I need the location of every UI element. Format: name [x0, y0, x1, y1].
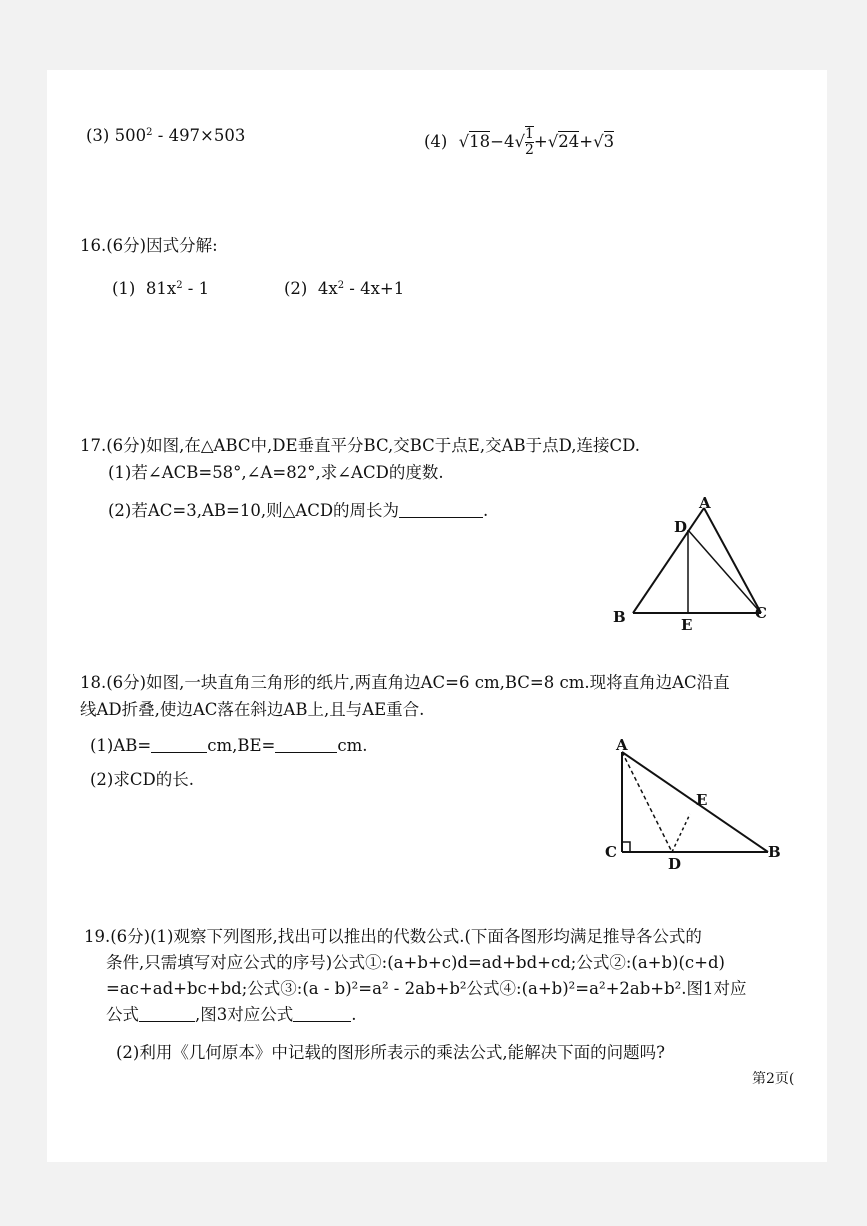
label-A: A	[699, 494, 711, 512]
segment-ba	[633, 508, 704, 613]
q17-line3: (2)若AC=3,AB=10,则△ACD的周长为 .	[108, 501, 489, 520]
q18-line1: 18.(6分)如图,一块直角三角形的纸片,两直角边AC=6 cm,BC=8 cm.现将直角边AC沿直	[80, 673, 730, 692]
q19-line5: (2)利用《几何原本》中记载的图形所表示的乘法公式,能解决下面的问题吗?	[116, 1043, 665, 1062]
segment-de	[672, 814, 690, 852]
segment-ab	[622, 752, 768, 852]
label-A: A	[616, 738, 628, 754]
q18-be-blank[interactable]	[275, 738, 337, 753]
q16-part2: (2) $4x^2 - 4x+1$	[284, 279, 405, 298]
fold-line-ad	[622, 752, 672, 852]
q17-answer-blank[interactable]	[399, 503, 483, 518]
q18-line2: 线AD折叠,使边AC落在斜边AB上,且与AE重合.	[80, 700, 425, 719]
q19-fig3-blank[interactable]	[293, 1007, 351, 1022]
q18-line3: (1)AB= cm,BE= cm.	[90, 736, 368, 755]
q17-line2: (1)若∠ACB=58°,∠A=82°,求∠ACD的度数.	[108, 463, 444, 482]
q19-line3: =ac+ad+bc+bd;公式③:(a - b)²=a² - 2ab+b²公式④:(a+b)²=a²+2ab+b².图1对应	[106, 979, 747, 998]
label-E: E	[696, 791, 708, 809]
label-E: E	[681, 616, 693, 634]
q19-line4: 公式 ,图3对应公式 .	[106, 1005, 357, 1024]
label-D: D	[674, 518, 688, 536]
q15-part4: (4) √18−4√ $\frac{1}{2}$ +√24+√3	[424, 126, 615, 159]
segment-ac	[704, 508, 761, 613]
q18-line4: (2)求CD的长.	[90, 770, 194, 789]
q17-figure	[600, 494, 790, 634]
label-D: D	[668, 855, 682, 873]
label-C: C	[755, 604, 767, 622]
q15-part3: (3) $500^2 - 497\times 503$	[86, 126, 246, 145]
right-angle-mark	[622, 842, 630, 852]
label-C: C	[605, 843, 617, 861]
page-number: 第2页(	[752, 1071, 795, 1087]
q19-fig1-blank[interactable]	[139, 1007, 195, 1022]
q19-line2: 条件,只需填写对应公式的序号)公式①:(a+b+c)d=ad+bd+cd;公式②:(a+b)(c+d)	[106, 953, 725, 972]
label-B: B	[768, 843, 781, 861]
label-B: B	[613, 608, 626, 626]
q16-title: 16.(6分)因式分解:	[80, 236, 218, 255]
q16-part1: (1) $81x^2 - 1$	[112, 279, 210, 298]
segment-dc	[688, 530, 761, 613]
q17-line1: 17.(6分)如图,在△ABC中,DE垂直平分BC,交BC于点E,交AB于点D,连接CD.	[80, 436, 641, 455]
q18-figure	[598, 738, 798, 874]
q18-ab-blank[interactable]	[151, 738, 207, 753]
q19-line1: 19.(6分)(1)观察下列图形,找出可以推出的代数公式.(下面各图形均满足推导各公式的	[84, 927, 702, 946]
